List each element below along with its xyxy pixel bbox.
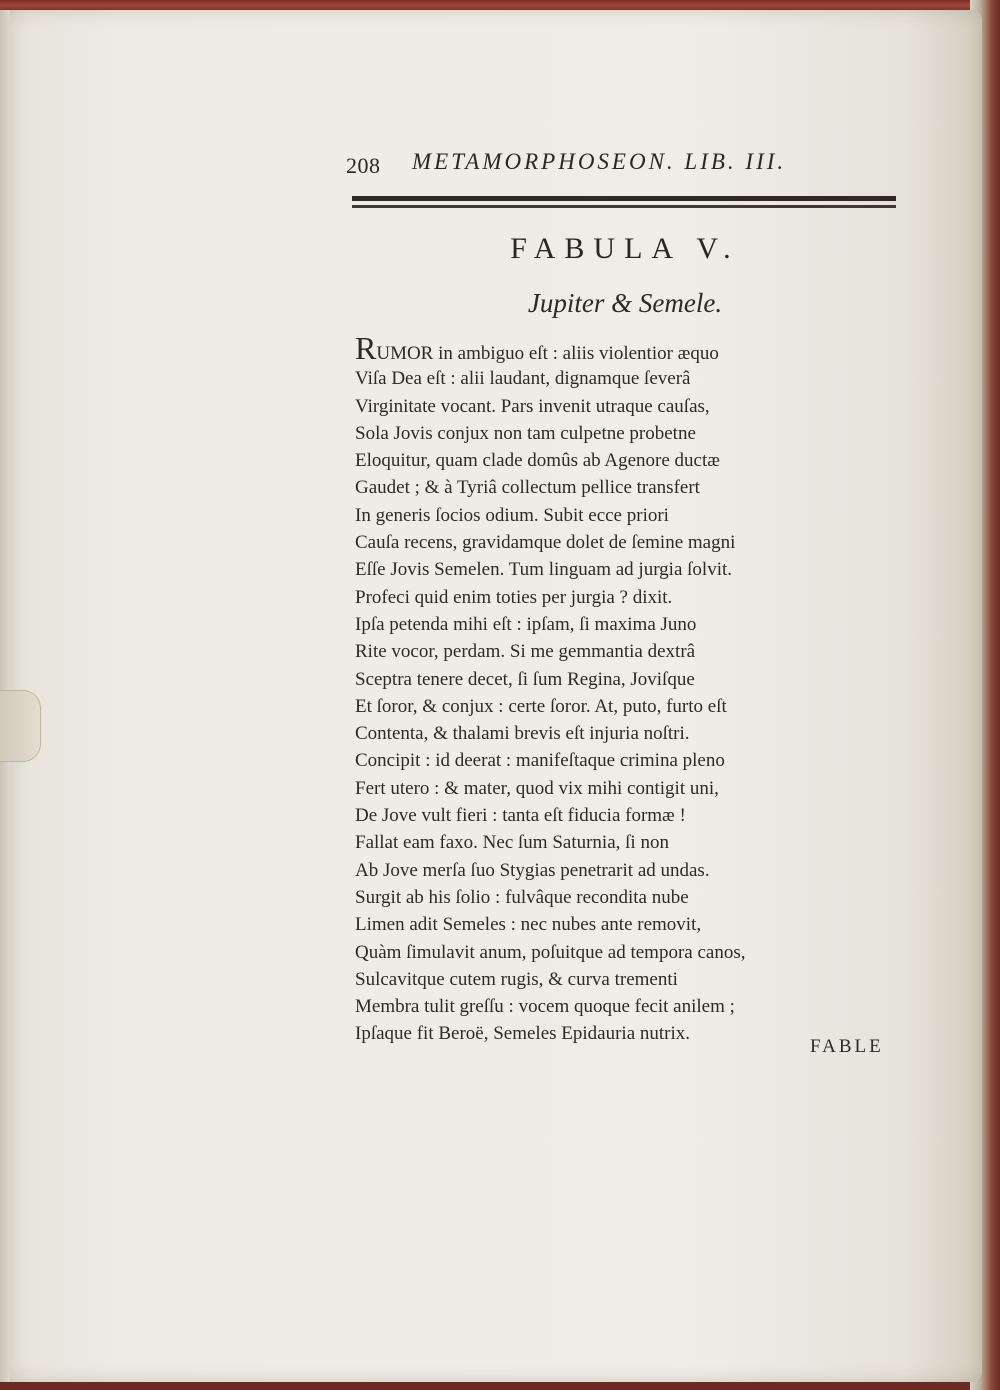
- verse-line: De Jove vult fieri : tanta eſt fiducia formæ !: [355, 805, 686, 827]
- header-rule-thick: [352, 196, 896, 201]
- verse-line-first: [355, 330, 935, 366]
- drop-cap: R: [355, 330, 377, 366]
- verse-line: Eſſe Jovis Semelen. Tum linguam ad jurgia ſolvit.: [355, 559, 733, 581]
- verse-line: Eloquitur, quam clade domûs ab Agenore ductæ: [355, 450, 720, 472]
- verse-line: Gaudet ; & à Tyriâ collectum pellice transfert: [355, 477, 700, 499]
- verse-line: Sceptra tenere decet, ſi ſum Regina, Joviſque: [355, 668, 695, 690]
- verse-line: Ipſa petenda mihi eſt : ipſam, ſi maxima Juno: [355, 613, 697, 635]
- fable-subtitle: Jupiter & Semele.: [527, 288, 723, 318]
- verse-line: Fallat eam faxo. Nec ſum Saturnia, ſi non: [355, 832, 669, 854]
- verse-line: Ab Jove merſa ſuo Stygias penetrarit ad undas.: [355, 859, 710, 881]
- page-clip: [0, 690, 41, 762]
- verse-line: Membra tulit greſſu : vocem quoque fecit anilem ;: [355, 996, 735, 1018]
- verse-line: Profeci quid enim toties per jurgia ? dixit.: [355, 586, 673, 608]
- verse-line: Sulcavitque cutem rugis, & curva trementi: [355, 968, 678, 990]
- page-number: 208: [346, 153, 381, 178]
- verse-line: Sola Jovis conjux non tam culpetne probetne: [355, 422, 696, 444]
- verse-line: Fert utero : & mater, quod vix mihi contigit uni,: [355, 777, 719, 799]
- verse-line: Quàm ſimulavit anum, poſuitque ad tempora canos,: [355, 941, 746, 963]
- verse-line: In generis ſocios odium. Subit ecce priori: [355, 504, 669, 526]
- verse-line: Contenta, & thalami brevis eſt injuria noſtri.: [355, 723, 690, 745]
- verse-line: Et ſoror, & conjux : certe ſoror. At, puto, furto eſt: [355, 695, 727, 717]
- first-line-text: UMOR in ambiguo eſt : aliis violentior æquo: [376, 343, 719, 364]
- verse-line: Rite vocor, perdam. Si me gemmantia dextrâ: [355, 641, 696, 663]
- verse-line: Ipſaque fit Beroë, Semeles Epidauria nutrix.: [355, 1023, 691, 1045]
- verse-block: [355, 330, 935, 1048]
- verse-line: Limen adit Semeles : nec nubes ante removit,: [355, 914, 702, 936]
- fable-title: FABULA V.: [510, 232, 740, 265]
- verse-line: Surgit ab his ſolio : fulvâque recondita nube: [355, 886, 689, 908]
- verse-line: Concipit : id deerat : manifeſtaque crimina pleno: [355, 750, 725, 772]
- verse-line: Viſa Dea eſt : alii laudant, dignamque ſeverâ: [355, 368, 691, 390]
- header-rule-thin: [352, 205, 896, 208]
- catchword: FABLE: [810, 1036, 884, 1057]
- running-title: METAMORPHOSEON. LIB. III.: [412, 149, 787, 174]
- verse-line: Cauſa recens, gravidamque dolet de ſemine magni: [355, 532, 736, 554]
- page-header: [346, 147, 866, 181]
- verse-line: Virginitate vocant. Pars invenit utraque cauſas,: [355, 395, 710, 417]
